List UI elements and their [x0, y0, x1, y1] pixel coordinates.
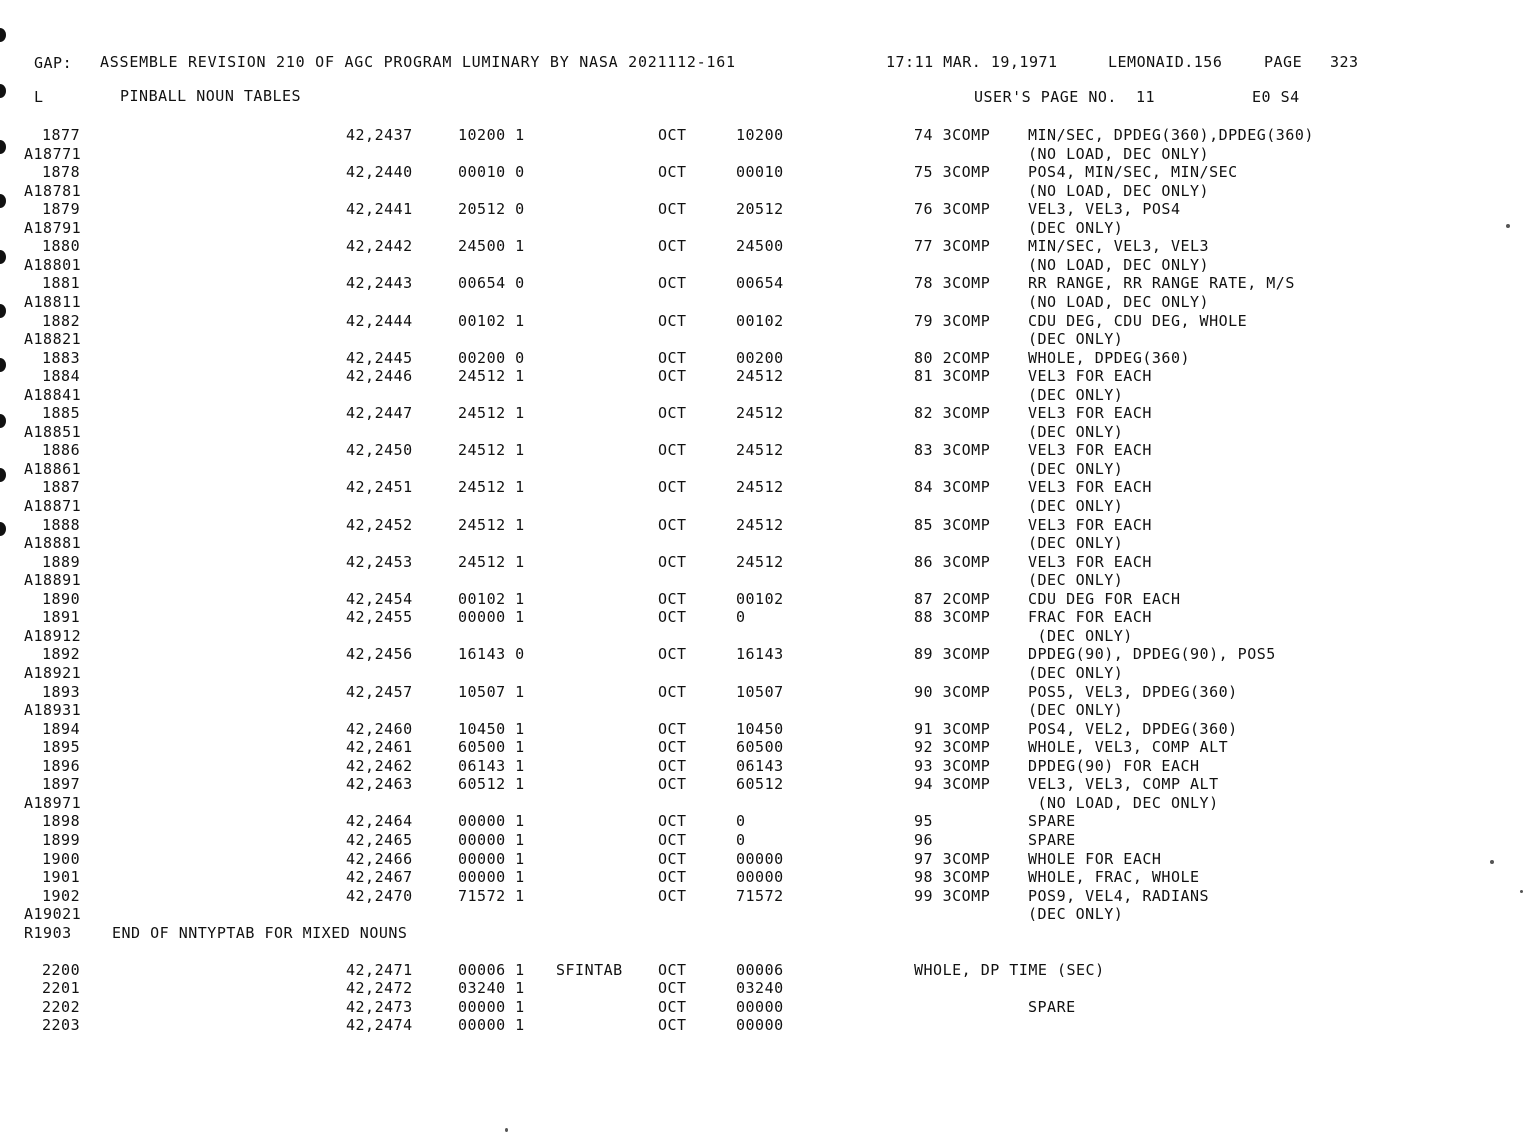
operand-value: 24512	[736, 367, 784, 386]
line-number: 2203	[42, 1016, 81, 1035]
noun-type: 80 2COMP	[914, 348, 991, 367]
opcode: OCT	[658, 830, 687, 849]
comment-text: VEL3 FOR EACH	[1028, 404, 1152, 423]
octal-word: 00654 0	[458, 274, 525, 293]
line-number: 1883	[42, 348, 81, 367]
noun-type: 78 3COMP	[914, 274, 991, 293]
comment-text: SPARE	[1028, 997, 1076, 1016]
comment-text: POS4, MIN/SEC, MIN/SEC	[1028, 163, 1238, 182]
line-number: 2202	[42, 997, 81, 1016]
noun-type: 74 3COMP	[914, 126, 991, 144]
address: 42,2460	[346, 719, 413, 738]
page-label: PAGE	[1264, 53, 1303, 71]
octal-word: 00000 1	[458, 608, 525, 627]
noun-type: 89 3COMP	[914, 645, 991, 664]
octal-word: 00000 1	[458, 1016, 525, 1035]
noun-type: 90 3COMP	[914, 682, 991, 701]
opcode: OCT	[658, 200, 687, 219]
operand-value: 24512	[736, 552, 784, 571]
operand-value: 03240	[736, 979, 784, 998]
opcode: OCT	[658, 886, 687, 905]
operand-value: 24512	[736, 404, 784, 423]
noun-type: 96	[914, 830, 934, 849]
line-number: A18801	[24, 255, 82, 274]
noun-type: 86 3COMP	[914, 552, 991, 571]
address: 42,2441	[346, 200, 413, 219]
comment-text: SPARE	[1028, 830, 1076, 849]
comment-text: SPARE	[1028, 812, 1076, 831]
line-number: A18821	[24, 330, 82, 349]
address: 42,2450	[346, 441, 413, 460]
noun-type: 95	[914, 812, 934, 831]
line-number: 1895	[42, 738, 81, 757]
operand-value: 24512	[736, 515, 784, 534]
opcode: OCT	[658, 608, 687, 627]
opcode: OCT	[658, 719, 687, 738]
line-number: 1884	[42, 367, 81, 386]
octal-word: 24512 1	[458, 441, 525, 460]
comment-text: MIN/SEC, VEL3, VEL3	[1028, 237, 1210, 256]
address: 42,2452	[346, 515, 413, 534]
comment-text: POS9, VEL4, RADIANS	[1028, 886, 1210, 905]
line-number: 1899	[42, 830, 81, 849]
operand-value: 00102	[736, 311, 784, 330]
noun-type: 81 3COMP	[914, 367, 991, 386]
line-number: A18781	[24, 181, 82, 200]
opcode: OCT	[658, 979, 687, 998]
comment-text: VEL3 FOR EACH	[1028, 552, 1152, 571]
section-title: PINBALL NOUN TABLES	[120, 87, 302, 105]
line-number: 1891	[42, 608, 81, 627]
address: 42,2442	[346, 237, 413, 256]
line-number: 1877	[42, 126, 81, 144]
line-marker: L	[34, 88, 44, 106]
comment-text: (DEC ONLY)	[1028, 218, 1124, 237]
octal-word: 24512 1	[458, 404, 525, 423]
binder-hole	[0, 28, 6, 42]
line-number: A18912	[24, 626, 82, 645]
operand-value: 16143	[736, 645, 784, 664]
print-timestamp: 17:11 MAR. 19,1971	[886, 53, 1058, 71]
symbol-label: SFINTAB	[556, 960, 623, 979]
opcode: OCT	[658, 126, 687, 144]
line-number: A18861	[24, 459, 82, 478]
comment-text: POS5, VEL3, DPDEG(360)	[1028, 682, 1238, 701]
opcode: OCT	[658, 812, 687, 831]
octal-word: 10450 1	[458, 719, 525, 738]
operand-value: 00010	[736, 163, 784, 182]
binder-hole	[0, 304, 6, 318]
line-number: A18771	[24, 144, 82, 163]
opcode: OCT	[658, 756, 687, 775]
address: 42,2461	[346, 738, 413, 757]
comment-text: VEL3, VEL3, COMP ALT	[1028, 775, 1219, 794]
opcode: OCT	[658, 311, 687, 330]
line-number: 1887	[42, 478, 81, 497]
operand-value: 00000	[736, 849, 784, 868]
operand-value: 06143	[736, 756, 784, 775]
octal-word: 06143 1	[458, 756, 525, 775]
address: 42,2462	[346, 756, 413, 775]
octal-word: 60500 1	[458, 738, 525, 757]
opcode: OCT	[658, 552, 687, 571]
noun-type: 76 3COMP	[914, 200, 991, 219]
octal-word: 60512 1	[458, 775, 525, 794]
octal-word: 24512 1	[458, 515, 525, 534]
octal-word: 00006 1	[458, 960, 525, 979]
opcode: OCT	[658, 775, 687, 794]
address: 42,2437	[346, 126, 413, 144]
operand-value: 00102	[736, 589, 784, 608]
opcode: OCT	[658, 441, 687, 460]
line-number: 1900	[42, 849, 81, 868]
octal-word: 16143 0	[458, 645, 525, 664]
address: 42,2456	[346, 645, 413, 664]
octal-word: 00000 1	[458, 830, 525, 849]
address: 42,2447	[346, 404, 413, 423]
line-number: 1885	[42, 404, 81, 423]
line-number: 1892	[42, 645, 81, 664]
comment-text: VEL3 FOR EACH	[1028, 515, 1152, 534]
octal-word: 00102 1	[458, 589, 525, 608]
address: 42,2451	[346, 478, 413, 497]
operand-value: 24512	[736, 441, 784, 460]
comment-text: (NO LOAD, DEC ONLY)	[1028, 144, 1210, 163]
operand-value: 24512	[736, 478, 784, 497]
noun-type: 84 3COMP	[914, 478, 991, 497]
operand-value: 20512	[736, 200, 784, 219]
address: 42,2473	[346, 997, 413, 1016]
noun-type: 93 3COMP	[914, 756, 991, 775]
octal-word: 24512 1	[458, 552, 525, 571]
octal-word: 00010 0	[458, 163, 525, 182]
opcode: OCT	[658, 163, 687, 182]
opcode: OCT	[658, 645, 687, 664]
line-number: 1897	[42, 775, 81, 794]
operand-value: 24500	[736, 237, 784, 256]
section-code: E0 S4	[1252, 88, 1300, 106]
octal-word: 24512 1	[458, 367, 525, 386]
line-number: A18791	[24, 218, 82, 237]
opcode: OCT	[658, 515, 687, 534]
binder-hole	[0, 84, 6, 98]
line-number: 1902	[42, 886, 81, 905]
comment-text: (DEC ONLY)	[1028, 701, 1124, 720]
comment-text: (DEC ONLY)	[1028, 385, 1124, 404]
opcode: OCT	[658, 237, 687, 256]
noun-type: 83 3COMP	[914, 441, 991, 460]
binder-hole	[0, 358, 6, 372]
comment-text: WHOLE FOR EACH	[1028, 849, 1162, 868]
comment-text: (NO LOAD, DEC ONLY)	[1028, 255, 1210, 274]
noun-type: 75 3COMP	[914, 163, 991, 182]
remark-text: END OF NNTYPTAB FOR MIXED NOUNS	[112, 923, 408, 942]
operand-value: 10200	[736, 126, 784, 144]
line-number: A18931	[24, 701, 82, 720]
operand-value: 0	[736, 830, 746, 849]
line-number: A18871	[24, 497, 82, 515]
binder-hole	[0, 468, 6, 482]
line-number: 1881	[42, 274, 81, 293]
opcode: OCT	[658, 348, 687, 367]
binder-hole	[0, 194, 6, 208]
octal-word: 20512 0	[458, 200, 525, 219]
line-number: 1879	[42, 200, 81, 219]
comment-text: FRAC FOR EACH	[1028, 608, 1152, 627]
address: 42,2457	[346, 682, 413, 701]
opcode: OCT	[658, 738, 687, 757]
line-number: 1888	[42, 515, 81, 534]
noun-type: 92 3COMP	[914, 738, 991, 757]
paper-speck	[1506, 224, 1510, 228]
operand-value: 00000	[736, 868, 784, 886]
address: 42,2474	[346, 1016, 413, 1035]
octal-word: 71572 1	[458, 886, 525, 905]
line-number: A18921	[24, 664, 82, 682]
address: 42,2444	[346, 311, 413, 330]
address: 42,2446	[346, 367, 413, 386]
line-number: A19021	[24, 905, 82, 924]
line-number: 1886	[42, 441, 81, 460]
comment-text: DPDEG(90) FOR EACH	[1028, 756, 1200, 775]
comment-text: VEL3 FOR EACH	[1028, 478, 1152, 497]
opcode: OCT	[658, 367, 687, 386]
line-number: 2201	[42, 979, 81, 998]
line-number: A18881	[24, 534, 82, 553]
line-number: R1903	[24, 923, 72, 942]
operand-value: 00200	[736, 348, 784, 367]
comment-text: (DEC ONLY)	[1028, 534, 1124, 553]
octal-word: 24512 1	[458, 478, 525, 497]
operand-value: 10507	[736, 682, 784, 701]
address: 42,2454	[346, 589, 413, 608]
comment-text: WHOLE, FRAC, WHOLE	[1028, 868, 1200, 886]
address: 42,2466	[346, 849, 413, 868]
address: 42,2470	[346, 886, 413, 905]
comment-text: POS4, VEL2, DPDEG(360)	[1028, 719, 1238, 738]
comment-text: (DEC ONLY)	[1028, 422, 1124, 441]
line-number: A18811	[24, 293, 82, 311]
binder-hole	[0, 522, 6, 536]
opcode: OCT	[658, 404, 687, 423]
address: 42,2464	[346, 812, 413, 831]
line-number: 1894	[42, 719, 81, 738]
comment-text: WHOLE, VEL3, COMP ALT	[1028, 738, 1229, 757]
comment-text: WHOLE, DPDEG(360)	[1028, 348, 1191, 367]
octal-word: 03240 1	[458, 979, 525, 998]
comment-text: MIN/SEC, DPDEG(360),DPDEG(360)	[1028, 126, 1314, 144]
octal-word: 10200 1	[458, 126, 525, 144]
comment-text: (DEC ONLY)	[1028, 497, 1124, 515]
comment-text: (DEC ONLY)	[1028, 664, 1124, 682]
opcode: OCT	[658, 478, 687, 497]
line-number: 1878	[42, 163, 81, 182]
octal-word: 00200 0	[458, 348, 525, 367]
line-number: A18841	[24, 385, 82, 404]
opcode: OCT	[658, 589, 687, 608]
comment-text: (NO LOAD, DEC ONLY)	[1028, 793, 1219, 812]
noun-type: 82 3COMP	[914, 404, 991, 423]
address: 42,2443	[346, 274, 413, 293]
line-number: 1896	[42, 756, 81, 775]
noun-type: 94 3COMP	[914, 775, 991, 794]
noun-type: 79 3COMP	[914, 311, 991, 330]
address: 42,2445	[346, 348, 413, 367]
noun-type: 87 2COMP	[914, 589, 991, 608]
paper-speck	[505, 1128, 508, 1132]
comment-text: (DEC ONLY)	[1028, 571, 1124, 590]
line-number: A18891	[24, 571, 82, 590]
operand-value: 00000	[736, 1016, 784, 1035]
noun-type: 77 3COMP	[914, 237, 991, 256]
address: 42,2455	[346, 608, 413, 627]
octal-word: 00000 1	[458, 868, 525, 886]
source-file: LEMONAID.156	[1108, 53, 1223, 71]
opcode: OCT	[658, 682, 687, 701]
octal-word: 00000 1	[458, 812, 525, 831]
opcode: OCT	[658, 849, 687, 868]
line-number: 1882	[42, 311, 81, 330]
operand-value: 10450	[736, 719, 784, 738]
line-number: 1901	[42, 868, 81, 886]
comment-text: (DEC ONLY)	[1028, 626, 1133, 645]
operand-value: 00654	[736, 274, 784, 293]
gap-label: GAP:	[34, 54, 73, 72]
address: 42,2467	[346, 868, 413, 886]
line-number: 1880	[42, 237, 81, 256]
address: 42,2440	[346, 163, 413, 182]
noun-type: 99 3COMP	[914, 886, 991, 905]
users-page-number: USER'S PAGE NO. 11	[974, 88, 1156, 106]
opcode: OCT	[658, 1016, 687, 1035]
opcode: OCT	[658, 274, 687, 293]
operand-value: 0	[736, 812, 746, 831]
line-number: A18851	[24, 422, 82, 441]
assembly-title: ASSEMBLE REVISION 210 OF AGC PROGRAM LUMINARY BY NASA 2021112-161	[100, 53, 736, 71]
page-number: 323	[1330, 53, 1359, 71]
opcode: OCT	[658, 997, 687, 1016]
opcode: OCT	[658, 960, 687, 979]
noun-type: 91 3COMP	[914, 719, 991, 738]
paper-speck	[1490, 860, 1494, 864]
comment-text: WHOLE, DP TIME (SEC)	[914, 960, 1105, 979]
address: 42,2471	[346, 960, 413, 979]
line-number: A18971	[24, 793, 82, 812]
comment-text: VEL3 FOR EACH	[1028, 367, 1152, 386]
binder-hole	[0, 414, 6, 428]
binder-hole	[0, 140, 6, 154]
comment-text: CDU DEG FOR EACH	[1028, 589, 1181, 608]
operand-value: 71572	[736, 886, 784, 905]
comment-text: DPDEG(90), DPDEG(90), POS5	[1028, 645, 1276, 664]
comment-text: (NO LOAD, DEC ONLY)	[1028, 293, 1210, 311]
comment-text: (DEC ONLY)	[1028, 905, 1124, 924]
address: 42,2472	[346, 979, 413, 998]
octal-word: 00000 1	[458, 997, 525, 1016]
operand-value: 00006	[736, 960, 784, 979]
comment-text: VEL3 FOR EACH	[1028, 441, 1152, 460]
operand-value: 60512	[736, 775, 784, 794]
comment-text: (DEC ONLY)	[1028, 330, 1124, 349]
octal-word: 10507 1	[458, 682, 525, 701]
noun-type: 97 3COMP	[914, 849, 991, 868]
paper-speck	[1520, 890, 1523, 893]
octal-word: 24500 1	[458, 237, 525, 256]
opcode: OCT	[658, 868, 687, 886]
noun-type: 88 3COMP	[914, 608, 991, 627]
noun-type: 98 3COMP	[914, 868, 991, 886]
octal-word: 00102 1	[458, 311, 525, 330]
operand-value: 60500	[736, 738, 784, 757]
noun-type: 85 3COMP	[914, 515, 991, 534]
comment-text: RR RANGE, RR RANGE RATE, M/S	[1028, 274, 1295, 293]
octal-word: 00000 1	[458, 849, 525, 868]
operand-value: 00000	[736, 997, 784, 1016]
operand-value: 0	[736, 608, 746, 627]
line-number: 2200	[42, 960, 81, 979]
comment-text: VEL3, VEL3, POS4	[1028, 200, 1181, 219]
comment-text: CDU DEG, CDU DEG, WHOLE	[1028, 311, 1248, 330]
binder-hole	[0, 250, 6, 264]
line-number: 1890	[42, 589, 81, 608]
address: 42,2465	[346, 830, 413, 849]
comment-text: (DEC ONLY)	[1028, 459, 1124, 478]
line-number: 1889	[42, 552, 81, 571]
line-number: 1893	[42, 682, 81, 701]
address: 42,2463	[346, 775, 413, 794]
line-number: 1898	[42, 812, 81, 831]
comment-text: (NO LOAD, DEC ONLY)	[1028, 181, 1210, 200]
address: 42,2453	[346, 552, 413, 571]
